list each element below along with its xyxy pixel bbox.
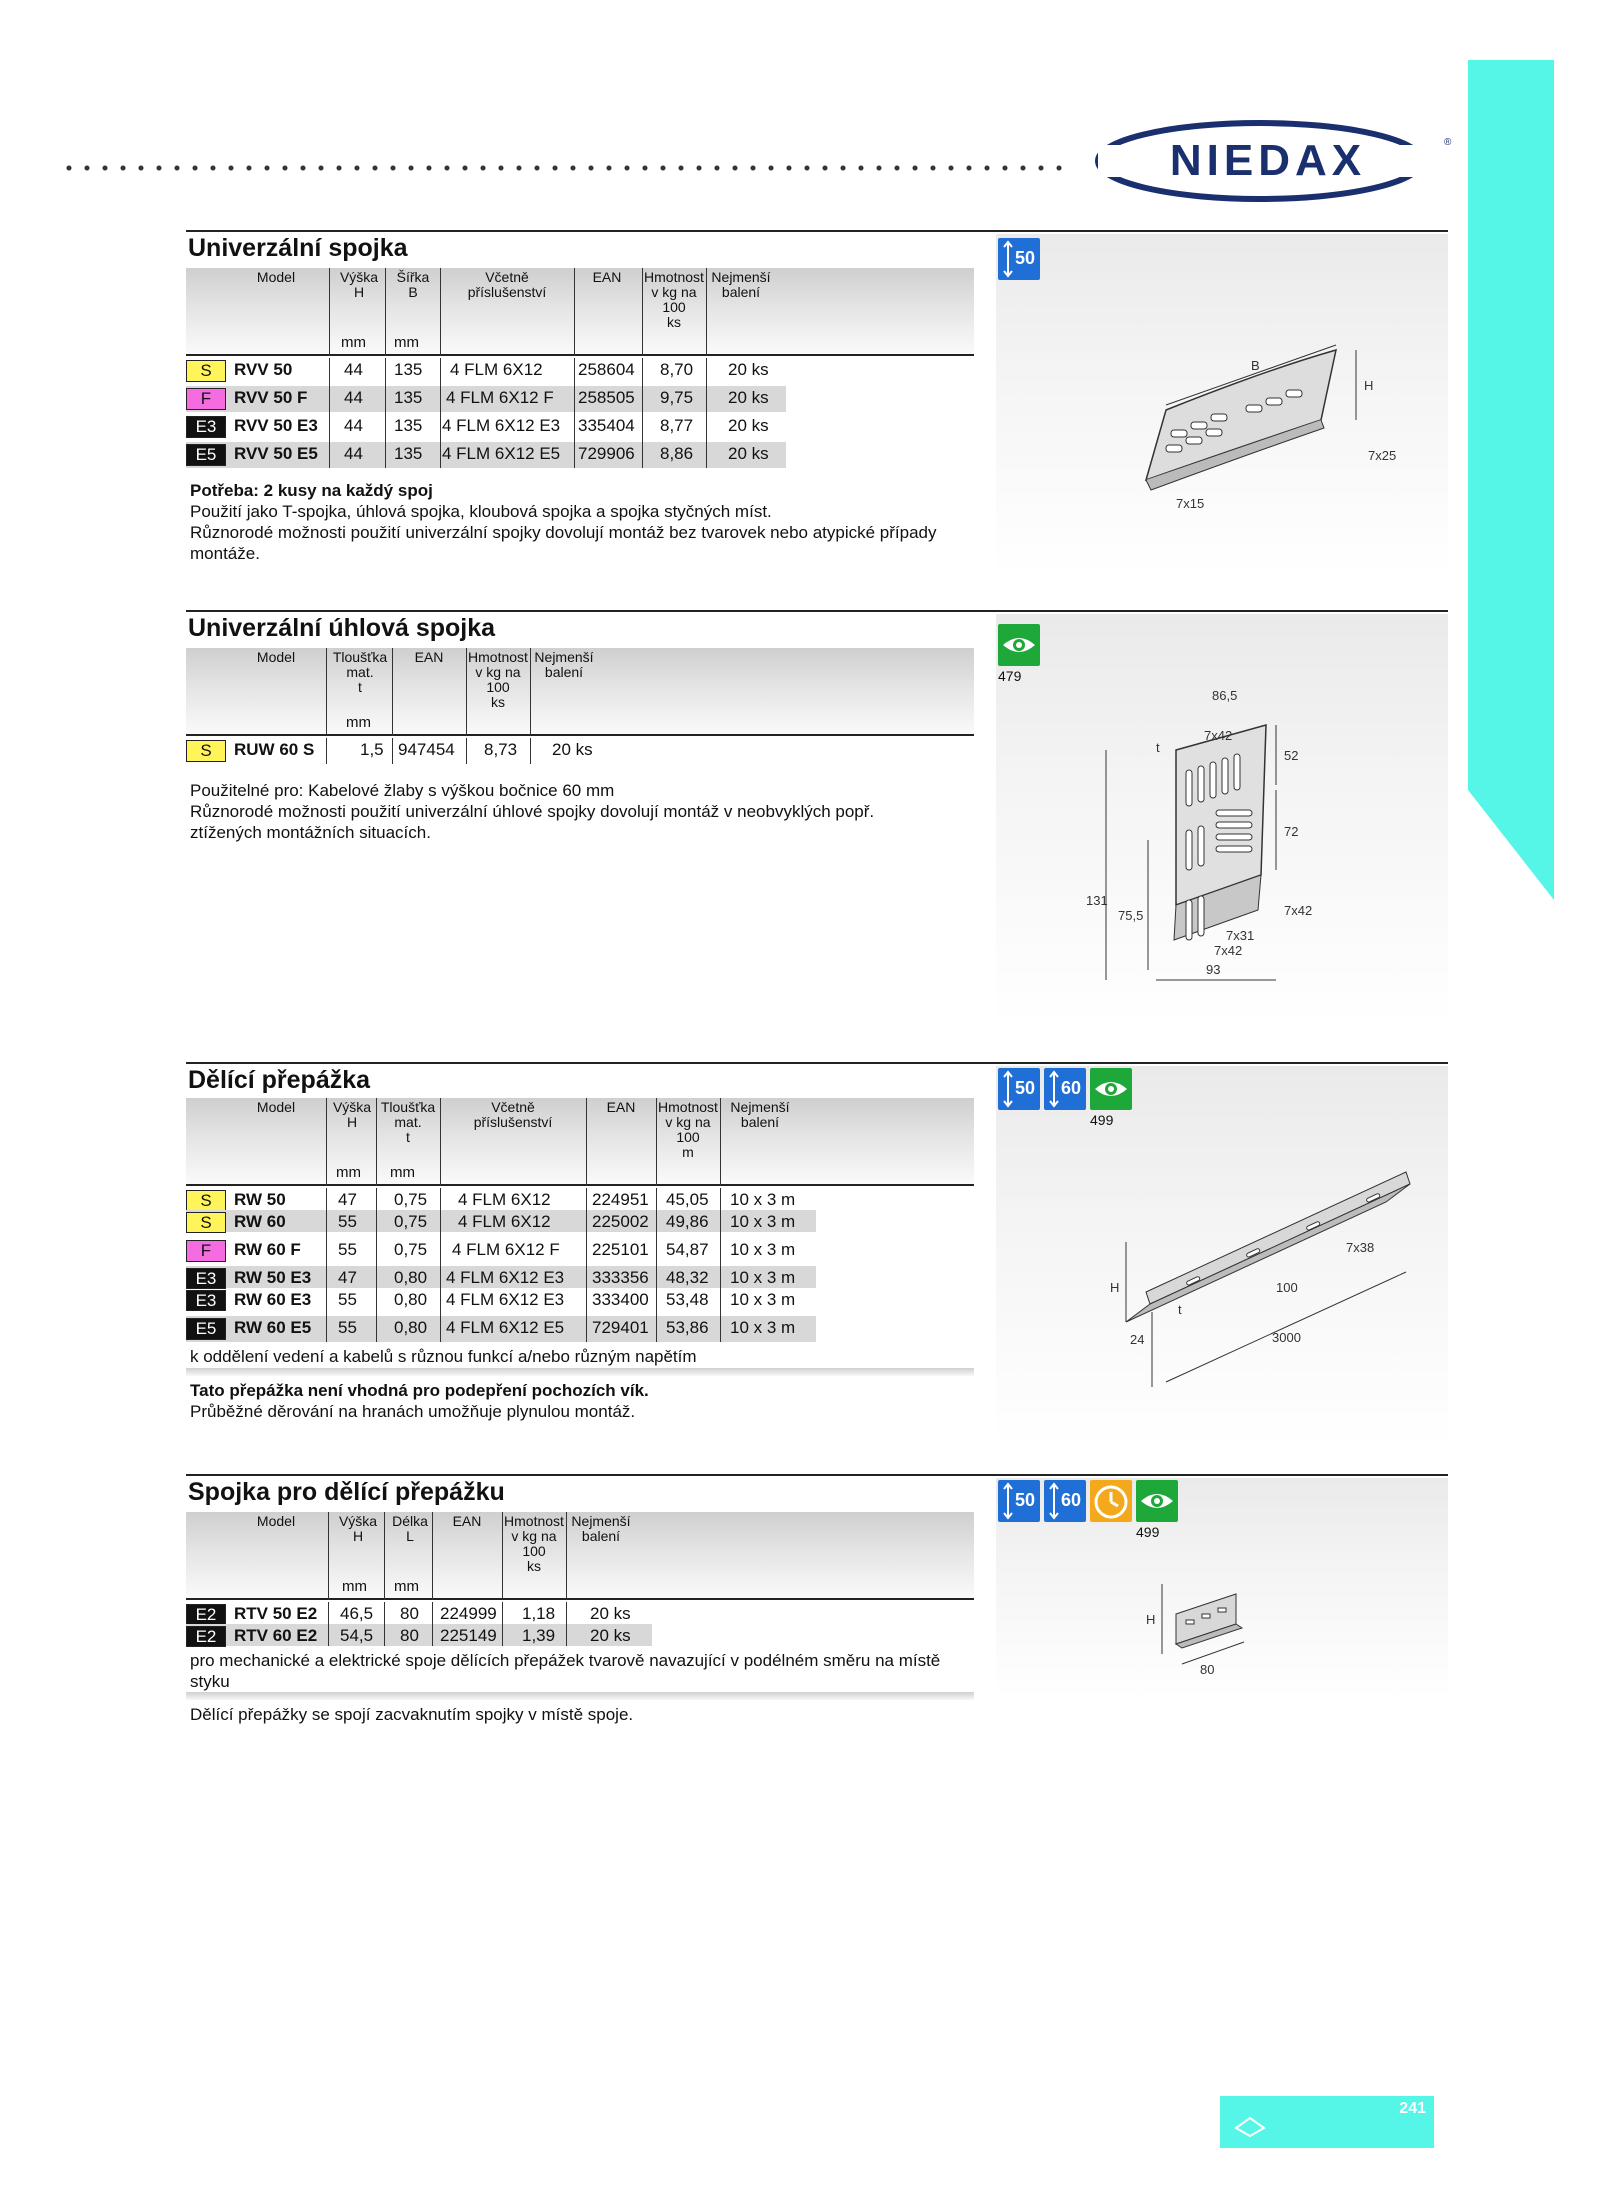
page-number: 241 (1399, 2100, 1426, 2117)
svg-text:t: t (1178, 1302, 1182, 1317)
svg-text:7x42: 7x42 (1214, 943, 1243, 958)
table-row: S RW 60 55 0,75 4 FLM 6X12 225002 49,86 10 x 3 m (186, 1210, 816, 1232)
finish-badge: E5 (186, 1318, 226, 1340)
section-description: k oddělení vedení a kabelů s různou funkcí a/nebo různým napětím (190, 1347, 697, 1366)
height-50-icon: 50 (998, 1480, 1040, 1522)
svg-text:100: 100 (1276, 1280, 1298, 1295)
page-footer (1220, 2096, 1434, 2148)
table-row: E3 RW 50 E3 47 0,80 4 FLM 6X12 E3 333356 48,32 10 x 3 m (186, 1266, 816, 1288)
table-row: F RVV 50 F 44 135 4 FLM 6X12 F 258505 9,75 20 ks (186, 386, 786, 412)
svg-text:H: H (1146, 1612, 1156, 1627)
finish-badge: S (186, 1212, 226, 1233)
table-header: Model Výška H Délka L EAN Hmotnost v kg na 100 ks Nejmenší balení mm mm (186, 1512, 974, 1600)
section-universal-coupler (186, 230, 1448, 580)
table-header: Model Tloušťka mat. t EAN Hmotnost v kg na 100 ks Nejmenší balení mm (186, 648, 974, 736)
section-title: Univerzální úhlová spojka (188, 614, 496, 642)
svg-text:52: 52 (1284, 748, 1299, 763)
section-title: Dělící přepážka (188, 1066, 371, 1094)
table-header: Model Výška H Tloušťka mat. t Včetně příslušenství EAN Hmotnost v kg na 100 m Nejmenší balení mm mm (186, 1098, 974, 1186)
finish-badge: E2 (186, 1626, 226, 1647)
cable-tray-icon (1230, 2104, 1270, 2144)
section-divider-partition: Dělící přepážka Model Výška H Tloušťka mat. t Včetně příslušenství EAN Hmotnost v kg na 100 m Nejmenší balení mm mm S RW 50 47 0,75 4 FLM 6X12 224951 45,05 10 x 3 m S RW 60 55 0,75 4 FLM 6X12 225002 49,86 10 x 3 m F RW 60 F 55 0,75 4 FLM 6X12 F 225101 54,87 10 x 3 m E3 RW 50 E3 47 0,80 4 FLM 6X12 E3 333356 48,32 10 x 3 m E3 RW 60 E3 55 0,80 4 FLM 6X12 E3 333400 53,48 10 x 3 m E5 RW 60 E5 55 0,80 4 FLM 6X12 E5 729401 53,86 10 x 3 m k oddělení vedení a kabelů s různou funkcí a/nebo různým napětím Tato přepážka není vhodná pro podepření pochozích vík. Průběžné děrování na hranách umožňuje plynulou montáž. 50 60 499 7x38 100 H t 3000 24 (186, 1062, 1448, 1452)
height-50-icon: 50 (998, 238, 1040, 280)
partition-drawing (1086, 1132, 1426, 1432)
table-row: E5 RW 60 E5 55 0,80 4 FLM 6X12 E5 729401 53,86 10 x 3 m (186, 1316, 816, 1342)
svg-text:131: 131 (1086, 893, 1108, 908)
svg-text:7x25: 7x25 (1368, 448, 1397, 463)
svg-text:7x31: 7x31 (1226, 928, 1255, 943)
svg-text:7x38: 7x38 (1346, 1240, 1375, 1255)
section-notes: Potřeba: 2 kusy na každý spoj Použití jako T-spojka, úhlová spojka, kloubová spojka a spojka styčných míst. Různorodé možnosti použití univerzální spojky dovolují montáž bez tvarovek nebo atypické případy montáže. (190, 481, 937, 563)
svg-text:7x15: 7x15 (1176, 496, 1205, 511)
table-row: E2 RTV 60 E2 54,5 80 225149 1,39 20 ks (186, 1624, 652, 1646)
svg-text:H: H (1110, 1280, 1120, 1295)
svg-text:7x42: 7x42 (1204, 728, 1233, 743)
eye-icon (998, 624, 1040, 666)
table-row: E3 RW 60 E3 55 0,80 4 FLM 6X12 E3 333400 53,48 10 x 3 m (186, 1288, 816, 1310)
section-description: pro mechanické a elektrické spoje dělících přepážek tvarově navazující v podélném směru na místě styku (190, 1651, 941, 1691)
table-row: S RUW 60 S 1,5 947454 8,73 20 ks (186, 738, 606, 764)
svg-text:®: ® (1444, 137, 1452, 148)
svg-text:7x42: 7x42 (1284, 903, 1313, 918)
finish-badge: F (186, 1240, 226, 1262)
table-row: E3 RVV 50 E3 44 135 4 FLM 6X12 E3 335404 8,77 20 ks (186, 414, 786, 440)
svg-text:80: 80 (1200, 1662, 1215, 1677)
section-universal-angle-coupler: Univerzální úhlová spojka Model Tloušťka mat. t EAN Hmotnost v kg na 100 ks Nejmenší balení mm S RUW 60 S 1,5 947454 8,73 20 ks Použitelné pro: Kabelové žlaby s výškou bočnice 60 mm Různorodé možnosti použití univerzální úhlové spojky dovolují montáž v neobvyklých popř. ztížených montážních situacích. 479 86,5 t 7x42 52 72 131 75,5 7x42 7x31 7x42 93 (186, 610, 1448, 1030)
clock-icon (1090, 1480, 1132, 1522)
svg-text:B: B (1251, 358, 1260, 373)
table-row: E5 RVV 50 E5 44 135 4 FLM 6X12 E5 729906 8,86 20 ks (186, 442, 786, 468)
finish-badge: E3 (186, 1268, 226, 1289)
partition-coupler-drawing (1146, 1554, 1346, 1684)
section-title: Spojka pro dělící přepážku (188, 1478, 505, 1506)
angle-coupler-drawing (1086, 680, 1416, 1020)
chapter-tab (1468, 60, 1554, 900)
height-50-icon: 50 (998, 1068, 1040, 1110)
logo-wordmark: NIEDAX (1169, 136, 1367, 185)
height-60-icon: 60 (1044, 1480, 1086, 1522)
table-row: S RW 50 47 0,75 4 FLM 6X12 224951 45,05 10 x 3 m (186, 1188, 816, 1210)
dotted-rule (60, 164, 1070, 172)
svg-text:72: 72 (1284, 824, 1299, 839)
finish-badge: E5 (186, 444, 226, 466)
svg-text:H: H (1364, 378, 1374, 393)
finish-badge: S (186, 360, 226, 382)
svg-text:24: 24 (1130, 1332, 1145, 1347)
finish-badge: S (186, 1190, 226, 1211)
table-row: S RVV 50 44 135 4 FLM 6X12 258604 8,70 20 ks (186, 358, 786, 384)
table-row: F RW 60 F 55 0,75 4 FLM 6X12 F 225101 54,87 10 x 3 m (186, 1238, 816, 1264)
eye-icon (1136, 1480, 1178, 1522)
section-notes: Použitelné pro: Kabelové žlaby s výškou bočnice 60 mm Různorodé možnosti použití univerzální úhlové spojky dovolují montáž v neobvyklých popř. ztížených montážních situacích. (190, 781, 875, 842)
table-row: E2 RTV 50 E2 46,5 80 224999 1,18 20 ks (186, 1602, 652, 1624)
section-notes: Dělící přepážky se spojí zacvaknutím spojky v místě spoje. (190, 1705, 634, 1724)
finish-badge: F (186, 388, 226, 410)
section-partition-coupler: Spojka pro dělící přepážku Model Výška H Délka L EAN Hmotnost v kg na 100 ks Nejmenší balení mm mm E2 RTV 50 E2 46,5 80 224999 1,18 20 ks E2 RTV 60 E2 54,5 80 225149 1,39 20 ks pro mechanické a elektrické spoje dělících přepážek tvarově navazující v podélném směru na místě styku Dělící přepážky se spojí zacvaknutím spojky v místě spoje. 50 60 499 H 80 (186, 1474, 1448, 1804)
finish-badge: E3 (186, 1290, 226, 1311)
section-notes: Tato přepážka není vhodná pro podepření pochozích vík. Průběžné děrování na hranách umožňuje plynulou montáž. (190, 1381, 649, 1421)
height-60-icon: 60 (1044, 1068, 1086, 1110)
svg-text:t: t (1156, 740, 1160, 755)
svg-text:86,5: 86,5 (1212, 688, 1238, 703)
finish-badge: E3 (186, 416, 226, 438)
finish-badge: S (186, 740, 226, 762)
niedax-logo (1090, 115, 1456, 207)
section-title: Univerzální spojka (188, 234, 408, 262)
eye-icon (1090, 1068, 1132, 1110)
svg-text:75,5: 75,5 (1118, 908, 1144, 923)
finish-badge: E2 (186, 1604, 226, 1625)
table-header: Model Výška H Šířka B Včetně příslušenství EAN Hmotnost v kg na 100 ks Nejmenší balení mm mm (186, 268, 974, 356)
svg-text:93: 93 (1206, 962, 1221, 977)
coupler-drawing (1126, 310, 1426, 550)
svg-text:3000: 3000 (1272, 1330, 1301, 1345)
